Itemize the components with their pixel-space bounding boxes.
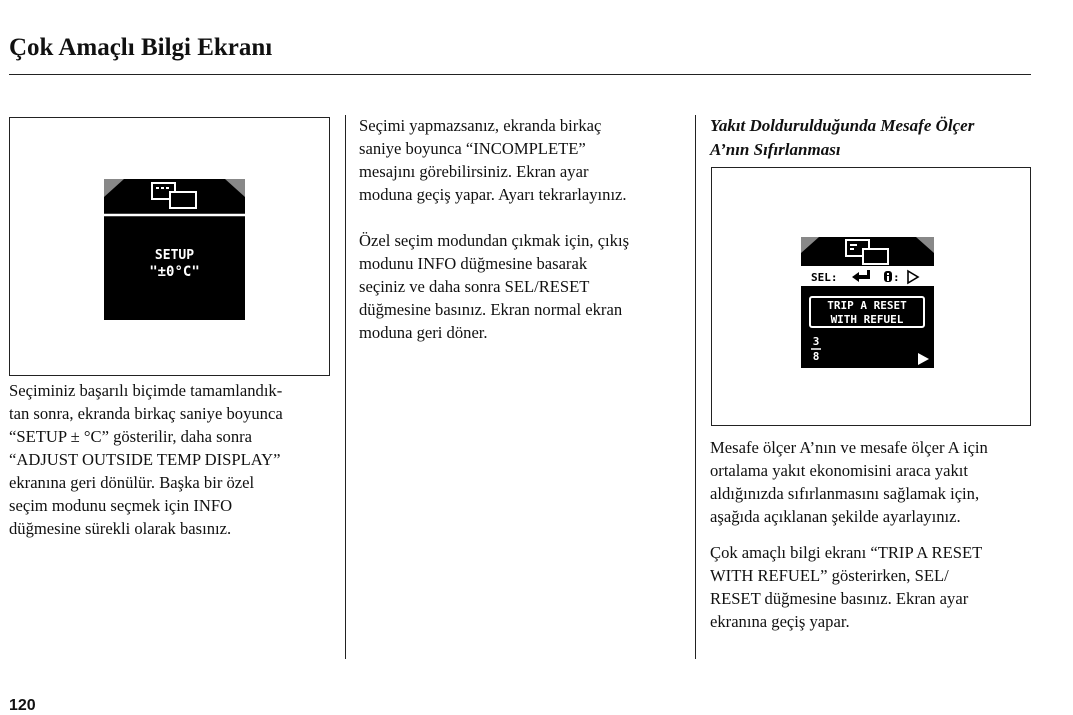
title-rule [9,74,1031,75]
figure-trip-reset-display [711,167,1031,426]
text-line: “SETUP ± °C” gösterilir, daha sonra [9,427,253,446]
lcd-box-line-1: TRIP A RESET [827,299,907,312]
col3-paragraph-2 [710,541,982,633]
text-line: mesajını görebilirsiniz. Ekran ayar [359,162,589,181]
column-divider-1 [345,115,346,659]
text-line: Çok amaçlı bilgi ekranı “TRIP A RESET [710,543,983,562]
subheading-line: Yakıt Doldurulduğunda Mesafe Ölçer [710,116,975,135]
text-line: “ADJUST OUTSIDE TEMP DISPLAY” [9,450,281,469]
text-line: moduna geçiş yapar. Ayarı tekrarlayınız. [359,185,627,204]
lcd-setup-text: SETUP [154,248,195,263]
text-line: RESET düğmesine basınız. Ekran ayar [710,589,969,608]
figure-setup-display [9,117,330,376]
col1-paragraph [9,379,283,540]
lcd-temp-text: "±0°C" [149,264,200,280]
text-line: seçiniz ve daha sonra SEL/RESET [359,277,590,296]
page-title: Çok Amaçlı Bilgi Ekranı [9,34,273,61]
text-line: düğmesine basınız. Ekran normal ekran [359,300,623,319]
text-line: Seçiminiz başarılı biçimde tamamlandık- [9,381,283,400]
text-line: ortalama yakıt ekonomisini araca yakıt [710,461,969,480]
text-line: aldığınızda sıfırlanmasını sağlamak için, [710,484,980,503]
subheading-line: A’nın Sıfırlanması [710,140,841,159]
text-line: Mesafe ölçer A’nın ve mesafe ölçer A için [710,438,988,457]
text-line: ekranına geçiş yapar. [710,612,850,631]
lcd-fraction-bottom: 8 [812,350,820,363]
col2-paragraph-2 [359,229,629,344]
col2-paragraph-1 [359,114,627,206]
section-subheading [710,114,974,162]
lcd-sel-label: SEL: [811,271,838,284]
col3-paragraph-1 [710,436,988,528]
text-line: saniye boyunca “INCOMPLETE” [359,139,586,158]
text-line: modunu INFO düğmesine basarak [359,254,588,273]
text-line: aşağıda açıklanan şekilde ayarlayınız. [710,507,961,526]
text-line: Seçimi yapmazsanız, ekranda birkaç [359,116,602,135]
text-line: tan sonra, ekranda birkaç saniye boyunca [9,404,283,423]
text-line: moduna geri döner. [359,323,488,342]
lcd-box-line-2: WITH REFUEL [830,313,904,326]
lcd-screen [801,237,934,368]
text-line: düğmesine sürekli olarak basınız. [9,519,232,538]
lcd-info-colon: : [893,271,900,284]
text-line: WITH REFUEL” gösterirken, SEL/ [710,566,949,585]
page-number: 120 [9,697,36,714]
text-line: ekranına geri dönülür. Başka bir özel [9,473,255,492]
lcd-fraction-top: 3 [812,335,820,348]
lcd-screen [104,179,245,320]
text-line: seçim modunu seçmek için INFO [9,496,233,515]
column-divider-2 [695,115,696,659]
text-line: Özel seçim modundan çıkmak için, çıkış [359,231,630,250]
